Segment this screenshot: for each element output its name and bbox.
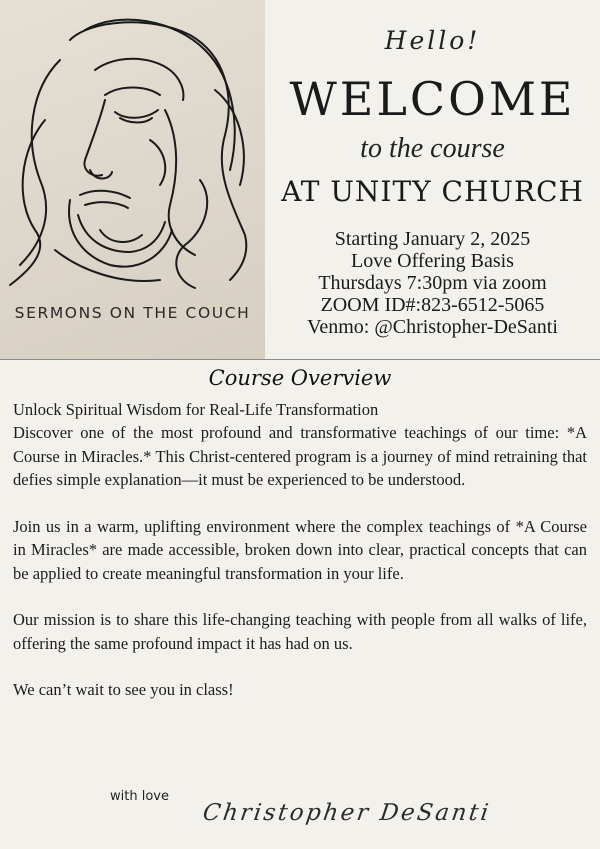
welcome-title: WELCOME	[289, 72, 576, 126]
zoom-id: ZOOM ID#:823-6512-5065	[320, 294, 545, 316]
section-divider	[0, 359, 600, 360]
closing-line: We can’t wait to see you in class!	[13, 680, 234, 699]
overview-paragraph-2: Join us in a warm, uplifting environment where the complex teachings of *A Course in Miracles* are made accessible, broken down into clear, practical concepts that can be applied to create meaningful transformation in your life.	[13, 516, 587, 583]
overview-title: Course Overview	[208, 366, 392, 390]
offering-basis: Love Offering Basis	[351, 250, 514, 272]
overview-subtitle: Unlock Spiritual Wisdom for Real-Life Transformation	[13, 400, 379, 419]
header-section	[0, 0, 600, 360]
venue-title: AT UNITY CHURCH	[281, 175, 584, 208]
welcome-panel	[265, 0, 600, 360]
with-love-text: with love	[110, 789, 169, 804]
line-art-face-icon	[0, 0, 265, 300]
schedule: Thursdays 7:30pm via zoom	[318, 272, 547, 294]
signature: Christopher DeSanti	[201, 800, 493, 826]
course-details	[265, 228, 600, 338]
hello-text: Hello!	[384, 26, 481, 55]
overview-paragraph-3: Our mission is to share this life-changing teaching with people from all walks of life, offering the same profound impact it has had on us.	[13, 610, 587, 653]
to-course-text: to the course	[360, 133, 505, 164]
artwork-panel	[0, 0, 265, 360]
start-date: Starting January 2, 2025	[334, 228, 531, 250]
artwork-caption: SERMONS ON THE COUCH	[14, 304, 251, 322]
overview-paragraph-1: Discover one of the most profound and transformative teachings of our time: *A Course in Miracles.* This Christ-centered program is a journey of mind retraining that defies simple explanation—it must be experienced to be understood.	[13, 423, 587, 489]
venmo-handle: Venmo: @Christopher-DeSanti	[307, 316, 558, 338]
overview-section	[13, 366, 587, 701]
